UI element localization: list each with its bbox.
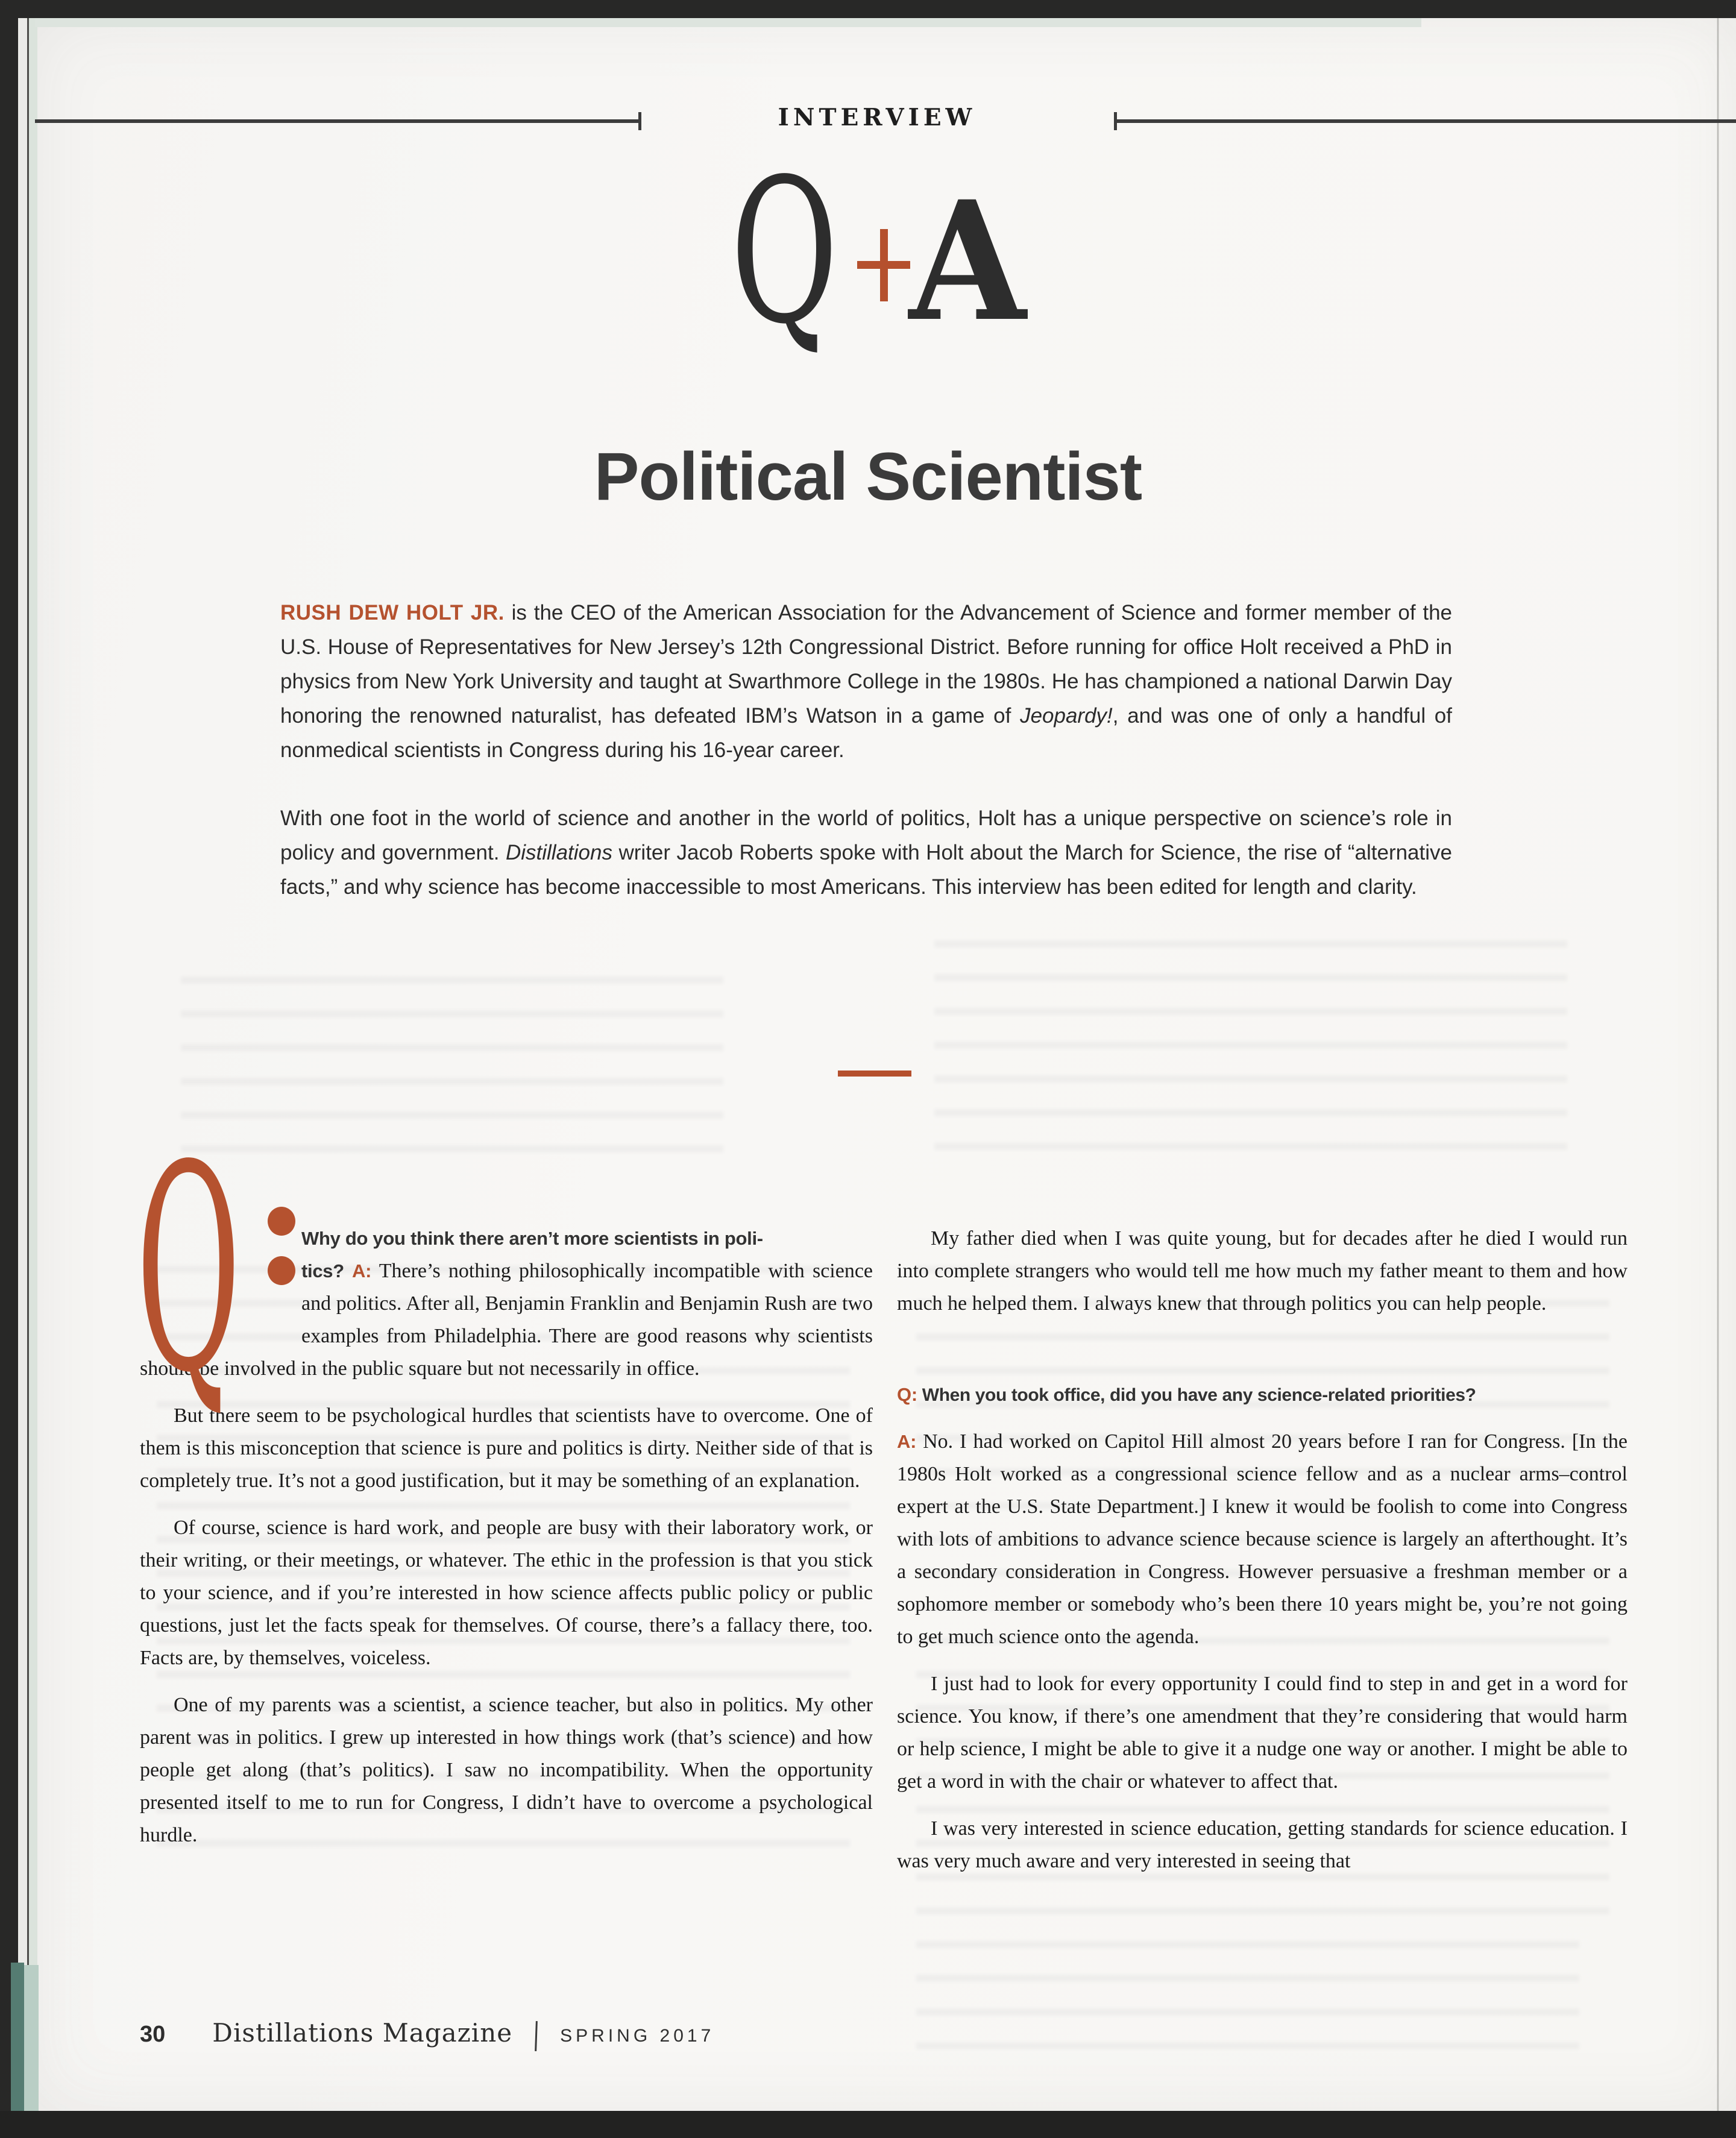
answer-text: No. I had worked on Capitol Hill almost 20 years before I ran for Congress. [In the 1980s Holt worked as a congressional science fellow and as a nuclear arms–control expert at the U.S. State Department.] I knew it would be foolish to come into Congress with lots of ambitions to advance science because science is largely an afterthought. It’s a secondary consideration in Congress. However persuasive a freshman member or a sophomore member or somebody who’s been there 10 years might be, you’re not going to get much science onto the agenda.: [897, 1430, 1628, 1648]
intro-text: , and was one of only a handful of nonmedical scientists in Congress during his 16-year career.: [280, 704, 1452, 762]
rule-tick: [638, 112, 641, 130]
intro-block: [280, 596, 1452, 904]
answer-paragraph: My father died when I was quite young, but for decades after he died I would run into complete strangers who would tell me how much my father meant to them and how much he helped them. I always knew that through politics you can help people.: [897, 1227, 1628, 1315]
intro-text: With one foot in the world of science and another in the world of politics, Holt has a unique perspective on science’s role in policy and government.: [280, 806, 1452, 864]
masthead-a-letter: A: [909, 166, 1027, 358]
intro-text: writer Jacob Roberts spoke with Holt about the March for Science, the rise of “alternative facts,” and why science has become inaccessible to most Americans. This interview has been edited for length and clarity.: [280, 841, 1452, 899]
dropcap-colon-dot: [268, 1207, 295, 1236]
dropcap-q: Q: [136, 1105, 241, 1435]
answer-paragraph: But there seem to be psychological hurdles that scientists have to overcome. One of them is this misconception that science is pure and politics is dirty. Neither side of that is completely true. It’s not a good justification, but it may be something of an explanation.: [140, 1404, 873, 1492]
answer-paragraph: I just had to look for every opportunity I could find to step in and get in a word for science. You know, if there’s one amendment that they’re considering that would harm or help science, I might be able to give it a nudge one way or another. I might be able to get a word in with the chair or whatever to affect that.: [897, 1673, 1628, 1793]
answer-2-paragraph: [897, 1426, 1628, 1653]
section-kicker: INTERVIEW: [778, 104, 976, 131]
masthead-q-letter: Q: [731, 136, 838, 368]
magazine-name: Distillations Magazine: [212, 2018, 513, 2048]
dropcap-colon-dot: [268, 1256, 295, 1285]
answer-paragraph: I was very interested in science education, getting standards for science education. I was very much aware and very interested in seeing that: [897, 1817, 1628, 1872]
footer-divider: [535, 2021, 538, 2051]
intro-paragraph-1: [280, 596, 1452, 767]
answer-text: There’s nothing philosophically incompatible with science and politics. After all, Benjamin Franklin and Benjamin Rush are two examples from Philadelphia. There are good reasons why scientists should be involved in the public square but not necessarily in office.: [140, 1260, 873, 1380]
answer-label: A:: [352, 1260, 372, 1281]
page-stack-edge-teal: [11, 1963, 24, 2111]
answer-label: A:: [897, 1431, 917, 1452]
page-footer: [140, 2018, 714, 2054]
question-label: Q:: [897, 1384, 917, 1405]
page-title: Political Scientist: [594, 439, 1142, 514]
question-2-text: When you took office, did you have any science-related priorities?: [922, 1385, 1476, 1405]
page-number: 30: [140, 2022, 166, 2047]
italic-title: Jeopardy!: [1020, 704, 1113, 728]
intro-text: is the CEO of the American Association for the Advancement of Science and former member of the U.S. House of Representatives for New Jersey’s 12th Congressional District. Before running for office Holt received a PhD in physics from New York University and taught at Swarthmore College in the 1980s. He has championed a national Darwin Day honoring the renowned naturalist, has defeated IBM’s Watson in a game of: [280, 601, 1452, 728]
answer-paragraph: One of my parents was a scientist, a science teacher, but also in politics. My other parent was in politics. I grew up interested in how things work (that’s science) and how people get along (that’s politics). I saw no incompatibility. When the opportunity presented itself to me to run for Congress, I didn’t have to overcome a psychological hurdle.: [140, 1694, 873, 1846]
page-stack-edge-light: [24, 1965, 39, 2111]
header-rule-left: [35, 119, 641, 123]
body-column-right: [897, 1222, 1628, 1878]
issue-label: SPRING 2017: [560, 2026, 715, 2046]
interviewee-name: RUSH DEW HOLT JR.: [280, 601, 505, 624]
plus-icon: [857, 229, 910, 301]
italic-magazine-name: Distillations: [505, 841, 612, 864]
section-divider: [838, 1071, 911, 1077]
scanner-bed: [0, 2111, 1736, 2138]
question-1-text: Why do you think there aren’t more scientists in poli- tics?: [301, 1228, 763, 1281]
qa-masthead: [0, 136, 1736, 368]
answer-paragraph: Of course, science is hard work, and people are busy with their laboratory work, or their writing, or their meetings, or whatever. The ethic in the profession is that you stick to your science, and if you’re interested in how science affects public policy or public questions, just let the facts speak for themselves. Of course, there’s a fallacy there, too. Facts are, by themselves, voiceless.: [140, 1517, 873, 1669]
header-rule-right: [1114, 119, 1736, 123]
page-top-edge: [35, 18, 1421, 27]
intro-paragraph-2: [280, 801, 1452, 904]
body-column-left: [136, 1105, 873, 1852]
rule-tick: [1114, 112, 1117, 130]
question-2: [897, 1382, 1628, 1409]
